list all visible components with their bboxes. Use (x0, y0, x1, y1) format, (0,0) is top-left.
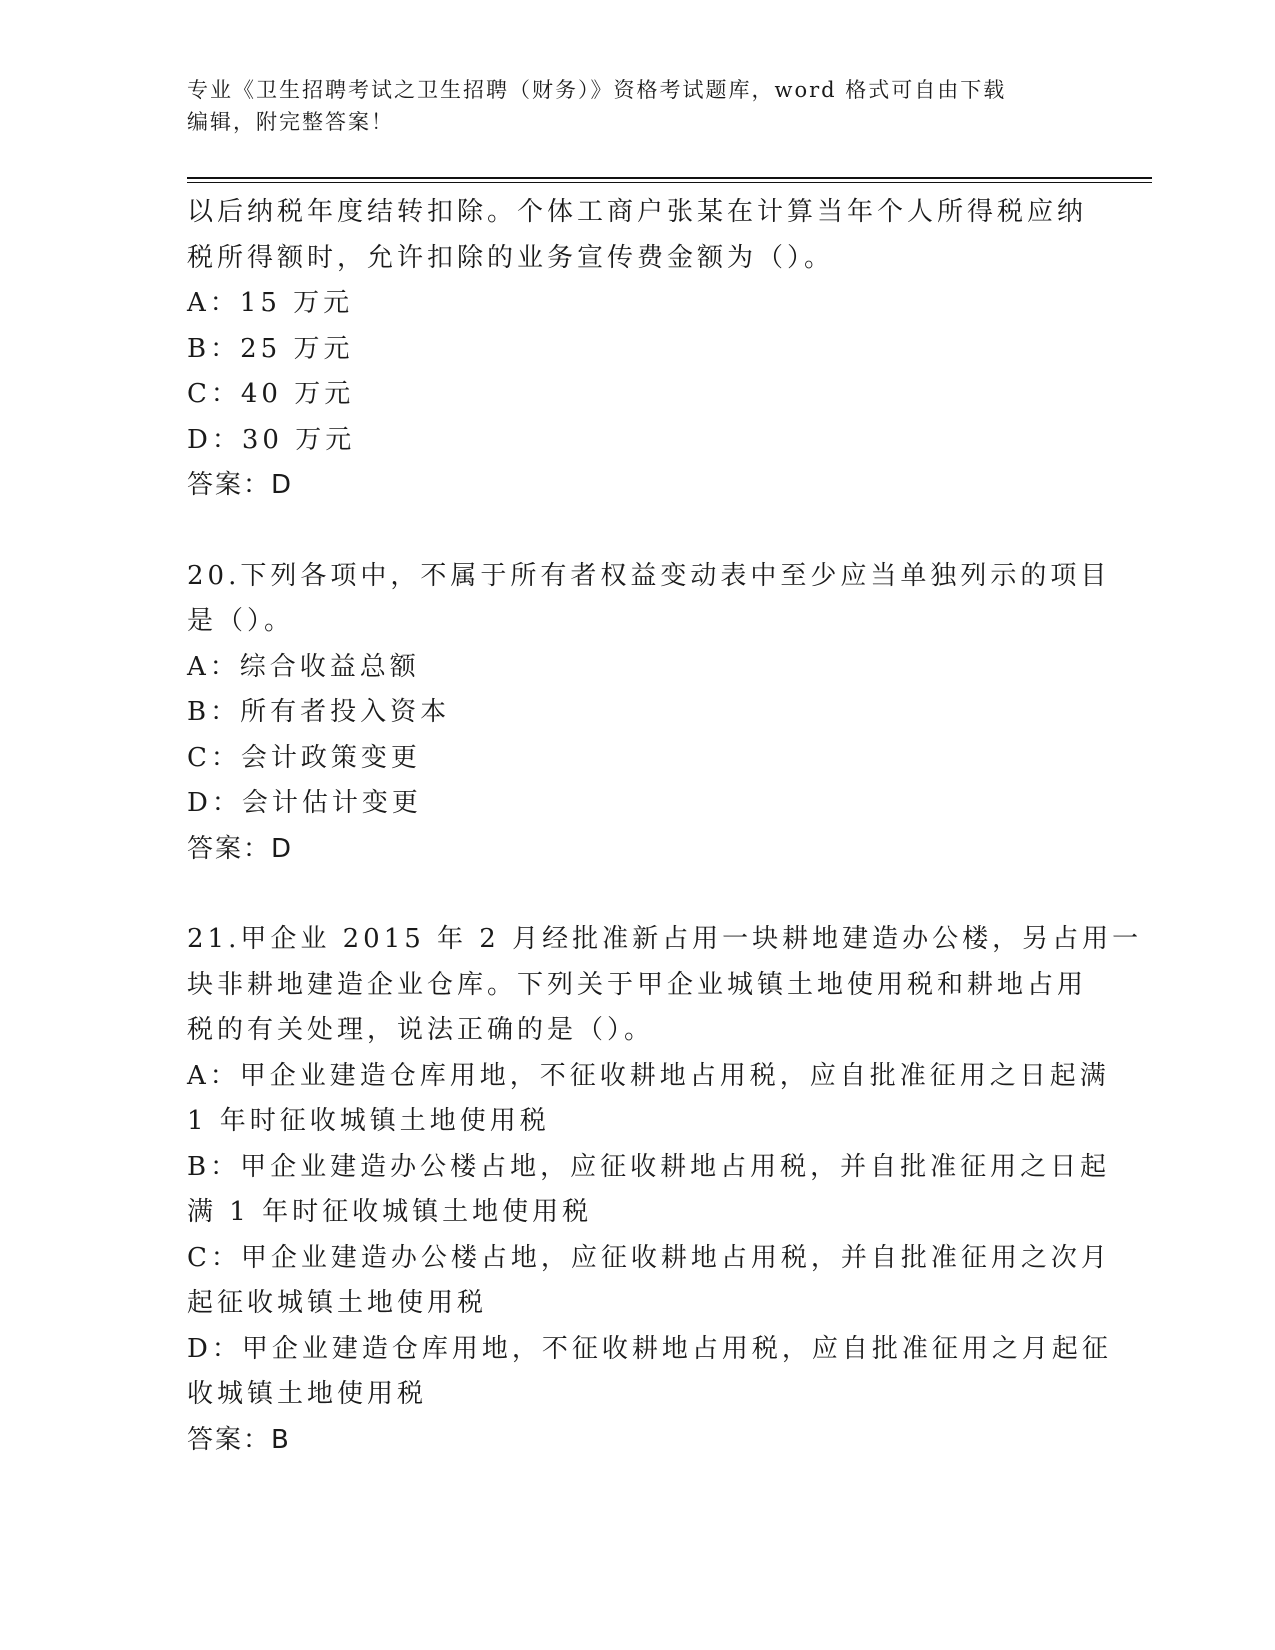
option-b: B：25 万元 (187, 333, 354, 364)
option-c: C：40 万元 (187, 379, 355, 409)
option-c: C：甲企业建造办公楼占地，应征收耕地占用税，并自批准征用之次月 (187, 1242, 1111, 1273)
question-21 (187, 917, 1143, 1463)
answer-line: 答案：D (187, 470, 294, 500)
option-a: A：15 万元 (187, 288, 354, 318)
question-content (187, 190, 1143, 1463)
question-stem-line: 块非耕地建造企业仓库。下列关于甲企业城镇土地使用税和耕地占用 (187, 969, 1088, 1000)
question-stem-line: 以后纳税年度结转扣除。个体工商户张某在计算当年个人所得税应纳 (187, 197, 1088, 227)
question-stem-line: 税所得额时，允许扣除的业务宣传费金额为（）。 (187, 242, 835, 273)
question-19-tail (187, 190, 1087, 509)
option-a: A：甲企业建造仓库用地，不征收耕地占用税，应自批准征用之日起满 (187, 1060, 1110, 1091)
header-line-1: 专业《卫生招聘考试之卫生招聘（财务）》资格考试题库，word 格式可自由下载 (187, 78, 1007, 102)
question-stem-line: 20.下列各项中，不属于所有者权益变动表中至少应当单独列示的项目 (187, 560, 1111, 591)
option-a: A：综合收益总额 (187, 651, 420, 682)
option-d: D：会计估计变更 (187, 788, 422, 818)
option-b: B：甲企业建造办公楼占地，应征收耕地占用税，并自批准征用之日起 (187, 1151, 1111, 1182)
header-divider-thin (187, 182, 1152, 183)
question-stem-line: 是（）。 (187, 606, 295, 636)
option-d: D：甲企业建造仓库用地，不征收耕地占用税，应自批准征用之月起征 (187, 1333, 1112, 1364)
option-d-continued: 收城镇土地使用税 (187, 1379, 428, 1409)
option-d: D：30 万元 (187, 424, 356, 455)
option-c-continued: 起征收城镇土地使用税 (187, 1288, 488, 1318)
question-stem-line: 税的有关处理，说法正确的是（）。 (187, 1015, 655, 1045)
option-c: C：会计政策变更 (187, 742, 421, 773)
header-divider-thick (187, 177, 1152, 179)
option-b: B：所有者投入资本 (187, 697, 451, 727)
answer-line: 答案：B (187, 1424, 291, 1455)
answer-line: 答案：D (187, 833, 294, 864)
question-stem-line: 21.甲企业 2015 年 2 月经批准新占用一块耕地建造办公楼，另占用一 (187, 924, 1143, 954)
option-b-continued: 满 1 年时征收城镇土地使用税 (187, 1197, 593, 1227)
document-header (187, 74, 1087, 138)
option-a-continued: 1 年时征收城镇土地使用税 (187, 1106, 550, 1136)
question-20 (187, 554, 1111, 873)
header-line-2: 编辑，附完整答案！ (187, 110, 394, 134)
